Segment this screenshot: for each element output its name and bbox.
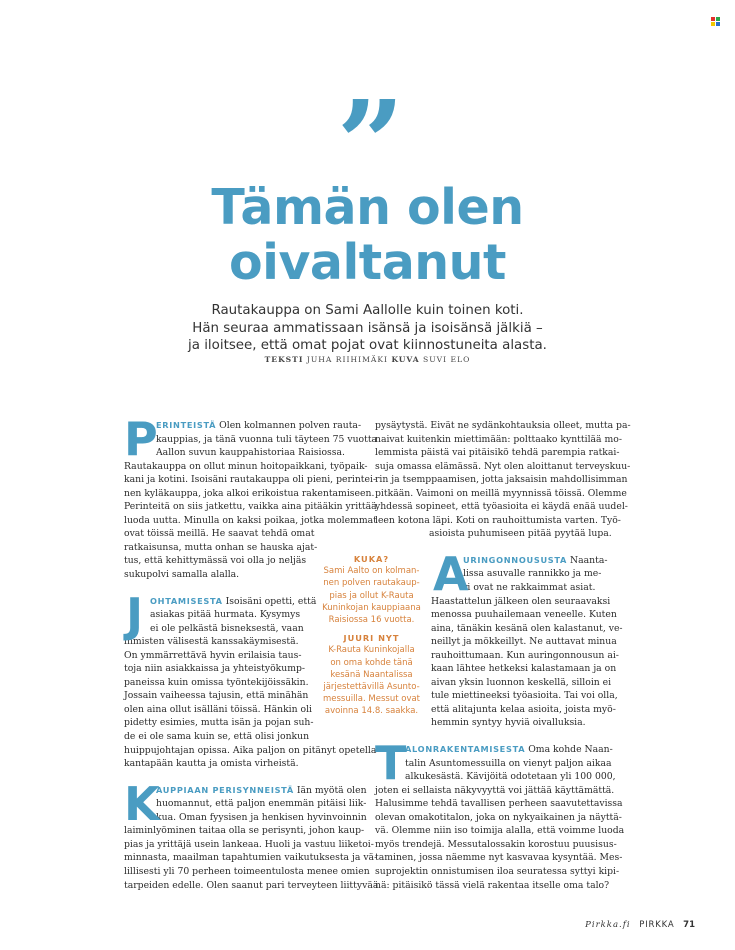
text-line: huomannut, että paljon enemmän pitäisi liik- [156,798,367,810]
section-keyword: OHTAMISESTA [150,595,223,606]
text-line: tule miettineeksi työasioita. Tai voi olla, [431,690,618,702]
page-footer [585,920,695,930]
fact-box-line: pias ja ollut K-Rauta [329,590,414,601]
text-line: kua. Oman fyysisen ja henkisen hyvinvoinnin [156,811,367,823]
text-line: tarpeiden edelle. Olen saanut pari terveyteen liittyvää [124,879,379,891]
text-line: ri ovat ne rakkaimmat asiat. [463,582,596,594]
text-line: ratkaisunsa, mutta onhan se hauska ajat- [124,541,318,553]
lead-line: ja iloitsee, että omat pojat ovat kiinnostuneita alasta. [188,338,547,353]
text-line: Halusimme tehdä tavallisen perheen saavutettavissa [375,798,623,810]
text-line: sukupolvi samalla alalla. [124,569,240,581]
title-line: Tämän olen [211,179,524,236]
text-line: hemmin syntyy hyviä oivalluksia. [431,717,586,729]
text-line: joten ei sellaista näkyvyyttä voi jättää käyttämättä. [375,784,615,796]
text-line: On ymmärrettävä hyvin erilaisia taus- [124,649,302,661]
fact-box-line: avoinna 14.8. saakka. [324,706,419,717]
text-line: rin ja tsemppaamisen, jotta jaksaisin mahdollisimman [375,474,628,486]
text-line: pias ja yrittäjä usein lankeaa. Huoli ja vastuu liiketoi- [124,838,374,850]
text-line: yhdessä sopineet, että työasioita ei käydä enää uudel- [375,501,628,513]
text-line: kani ja kotini. Isoisäni rautakauppa oli pieni, perintei- [124,474,377,486]
text-line: olevan omakotitalon, joka on nykyaikainen ja näyttä- [375,811,622,823]
section-kauppiaan-perisynneista [124,776,379,892]
text-line: luoda uutta. Minulla on kaksi poikaa, jotka molemmat [124,514,377,526]
footer-site-link[interactable]: Pirkka.fi [585,920,631,930]
byline-text-label: TEKSTI [264,355,304,364]
fact-box-line: järjestettävillä Asunto- [323,682,420,693]
text-line: ihmisten välisestä kanssakäymisestä. [124,636,299,648]
byline-text-author: JUHA RIIHIMÄKI [306,355,389,364]
title-line: oivaltanut [229,234,506,291]
text-line: aivan yksin luonnon keskellä, silloin ei [431,676,612,688]
lead-paragraph [170,302,565,355]
section-keyword: URINGONNOUSUSTA [463,554,568,565]
text-line: Jossain vaiheessa tajusin, että minähän [124,690,309,702]
text-line: lillisesti yli 70 perheen toimeentulosta menee omien [124,865,370,877]
text-line: rauhoittumaan. Kun auringonnousun ai- [431,649,619,661]
text-line: ovat töissä meillä. He saavat tehdä omat [124,528,315,540]
text-line: lemmista päistä vai pitäisikö tehdä parempia ratkai- [375,447,620,459]
text-line: menossa puuhailemaan veneelle. Kuten [431,609,617,621]
text-line: Rautakauppa on ollut minun hoitopaikkani, työpaik- [124,460,368,472]
text-line: huippujohtajan opissa. Aika paljon on pitänyt opetella [124,744,377,756]
text-line: myös trendejä. Messutalossakin korostuu puusisus- [375,838,617,850]
text-line: ei ole pelkästä bisneksestä, vaan [150,622,304,634]
byline [0,355,735,364]
text-line: pidetty esimies, mutta isän ja pojan suh- [124,717,314,729]
text-line: naivat kuitenkin miettimään: polttaako kynttilää mo- [375,433,622,445]
text-line: nen kyläkauppa, joka alkoi erikoistua rakentamiseen. [124,487,375,499]
fact-box-line: Raisiossa 16 vuotta. [328,615,415,626]
text-line: pysäytystä. Eivät ne sydänkohtauksia olleet, mutta pa- [375,420,631,431]
text-line: ERINTEISTÄ Olen kolmannen polven rauta- [156,420,362,431]
text-line: toja niin asiakkaissa ja yhteistyökump- [124,663,306,675]
color-mark-icon [711,17,720,26]
text-line: ALONRAKENTAMISESTA Oma kohde Naan- [405,744,613,756]
drop-cap: P [124,412,158,466]
text-line: laiminlyöminen taitaa olla se perisynti, johon kaup- [124,825,365,837]
text-line: neillyt ja mökkeillyt. Ne auttavat minua [431,636,617,648]
text-line: olen aina ollut isälläni töissä. Hänkin oli [124,703,313,715]
section-keyword: AUPPIAAN PERISYNNEISTÄ [156,784,294,795]
section-auringonnoususta [431,546,623,730]
drop-cap: A [433,546,469,601]
drop-cap: K [124,776,160,831]
lead-line: Rautakauppa on Sami Aallolle kuin toinen koti. [211,303,524,318]
text-line: pitkään. Vaimoni on meillä myynnissä töissä. Olemme [375,487,627,499]
text-line: Perinteitä on siis jatkettu, vaikka aina pitääkin yrittää [124,501,377,513]
text-line: tus, että kehittymässä voi olla jo neljäs [124,555,307,567]
page-title [0,180,735,290]
fact-box-line: K-Rauta Kuninkojalla [328,645,415,656]
quote-mark-icon: ” [336,74,399,213]
fact-box-heading: JUURI NYT [343,633,400,644]
fact-box-line: on oma kohde tänä [330,657,413,668]
text-line: minnasta, maailman tapahtumien vaikutuksesta ja vä- [124,852,378,864]
text-line: talin Asuntomessuilla on vienyt paljon aikaa [405,757,612,769]
text-line: Haastattelun jälkeen olen seuraavaksi [431,595,611,607]
fact-box-heading: KUKA? [353,554,390,564]
text-line: de ei ole sama kuin se, että olisi jonkun [124,731,310,743]
text-line: kantapään kautta ja omista virheistä. [124,758,299,770]
fact-box-line: kesänä Naantalissa [330,669,413,680]
fact-box-line: Kuninkojan kauppiaana [322,602,421,613]
text-line: että alitajunta kelaa asioita, joista myö- [431,703,616,715]
text-line: leen kotona läpi. Koti on rauhoittumista varten. Työ- [375,514,621,526]
section-continued [375,419,631,541]
text-line: alkukesästä. Kävijöitä odotetaan yli 100 000, [405,771,616,783]
fact-box-line: nen polven rautakaup- [323,578,420,589]
drop-cap: T [375,736,407,791]
byline-photo-author: SUVI ELO [423,355,471,364]
text-line: taminen, jossa näemme nyt kasvavaa kysyntää. Mes- [375,852,623,864]
text-line: asioista puhumiseen pitää pyytää lupa. [429,528,612,540]
footer-magazine: PIRKKA [639,920,675,930]
section-talonrakentamisesta [375,736,625,892]
text-line: Aallon suvun kauppahistoriaa Raisiossa. [156,447,345,459]
text-line: kauppias, ja tänä vuonna tuli täyteen 75 vuotta [156,433,378,445]
text-line: nä: pitäisikö tässä vielä rakentaa itselle oma talo? [375,879,610,891]
section-keyword: ALONRAKENTAMISESTA [405,744,526,755]
page-number: 71 [683,920,695,930]
fact-box-line: Sami Aalto on kolman- [323,566,420,577]
text-line: OHTAMISESTA Isoisäni opetti, että [150,595,317,607]
text-line: vä. Olemme niin iso toimija alalla, että voimme luoda [375,825,625,837]
text-line: suprojektin onnistumisen iloa seuratessa syttyi kipi- [375,865,620,877]
text-line: suja omassa elämässä. Nyt olen aloittanut terveyskuu- [375,460,631,472]
column-right [375,419,631,892]
text-line: URINGONNOUSUSTA Naanta- [463,554,608,566]
text-line: kaan lähtee hetkeksi kalastamaan ja on [431,663,617,675]
section-keyword: ERINTEISTÄ [156,420,217,430]
byline-photo-label: KUVA [391,355,420,364]
text-line: AUPPIAAN PERISYNNEISTÄ Iän myötä olen [156,784,367,796]
drop-cap: J [126,587,144,642]
text-line: aina, tänäkin kesänä olen kalastanut, ve- [431,622,623,634]
lead-line: Hän seuraa ammatissaan isänsä ja isoisänsä jälkiä – [192,320,543,336]
text-line: lissa asuvalle rannikko ja me- [463,568,602,580]
text-line: asiakas pitää hurmata. Kysymys [150,609,301,621]
text-line: paneissa kuin omissa työntekijöissäkin. [124,676,309,688]
fact-box-line: messuilla. Messut ovat [322,694,421,705]
